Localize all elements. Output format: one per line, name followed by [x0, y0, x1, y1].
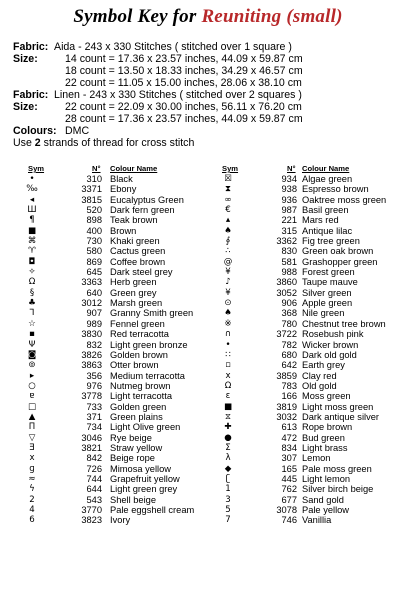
stitch-symbol-icon: ▽ [28, 432, 36, 443]
stitch-symbol-icon: ⅂ [29, 308, 35, 319]
fabric-linen-row [13, 89, 413, 101]
dmc-number: 3046 [81, 432, 102, 443]
colour-name: Oaktree moss green [302, 194, 387, 205]
colour-name: Rope brown [302, 422, 353, 433]
dmc-number: 307 [281, 453, 297, 464]
stitch-symbol-icon: Ω [224, 380, 232, 391]
stitch-symbol-icon: ◘ [28, 256, 36, 267]
colour-name: Fennel green [110, 318, 165, 329]
size-linen-row-2 [13, 113, 413, 125]
colour-name: Khaki green [110, 236, 160, 247]
colour-name: Brown [110, 225, 137, 236]
dmc-number: 976 [86, 380, 102, 391]
stitch-symbol-icon: 5 [225, 505, 231, 515]
stitch-symbol-icon: ⌘ [27, 236, 37, 247]
dmc-number: 368 [281, 308, 297, 319]
colour-name: Golden green [110, 401, 167, 412]
colour-name: Light moss green [302, 401, 374, 412]
stitch-symbol-icon: ¥ [225, 287, 231, 298]
stitch-symbol-icon: ✚ [224, 422, 232, 433]
colour-name: Antique lilac [302, 225, 353, 236]
fabric-label: Fabric: [13, 41, 49, 53]
dmc-number: 3362 [276, 236, 297, 247]
colour-name: Granny Smith green [110, 308, 194, 319]
colour-name: Old gold [302, 380, 337, 391]
pattern-specs [13, 41, 413, 149]
dmc-number: 730 [86, 236, 102, 247]
stitch-symbol-icon: ε [225, 391, 231, 402]
dmc-number: 3821 [81, 442, 102, 453]
colour-name: Wicker brown [302, 339, 359, 350]
colour-name: Rye beige [110, 432, 152, 443]
stitch-symbol-icon: ⧗ [224, 184, 232, 195]
fabric-aida-value: Aida - 243 x 330 Stitches ( stitched over 1 square ) [54, 41, 292, 53]
stitch-symbol-icon: ♈ [28, 246, 36, 257]
dmc-number: 733 [86, 401, 102, 412]
dmc-number: 869 [86, 256, 102, 267]
dmc-number: 445 [281, 473, 297, 484]
right-header-sym: Sym [222, 164, 239, 173]
dmc-number: 472 [281, 432, 297, 443]
dmc-number: 3815 [81, 194, 102, 205]
dmc-number: 580 [86, 246, 102, 257]
size-aida-row-2 [13, 65, 413, 77]
dmc-number: 989 [86, 318, 102, 329]
left-header-name: Colour Name [110, 164, 158, 173]
title-main: Symbol Key for [73, 6, 197, 27]
colour-name: Nile green [302, 308, 345, 319]
stitch-symbol-icon: Ω [28, 277, 36, 288]
colour-name: Algae green [302, 174, 353, 184]
stitch-symbol-icon: ✧ [28, 267, 36, 278]
dmc-number: 3052 [276, 287, 297, 298]
colour-name: Medium terracotta [110, 370, 185, 381]
dmc-number: 780 [281, 318, 297, 329]
size-label: Size: [13, 101, 38, 113]
dmc-number: 842 [86, 453, 102, 464]
left-header-num: N° [92, 164, 101, 173]
dmc-number: 3032 [276, 411, 297, 422]
dmc-number: 834 [281, 442, 297, 453]
colour-name: Light green bronze [110, 339, 188, 350]
colour-name: Herb green [110, 277, 157, 288]
colour-name: Clay red [302, 370, 337, 381]
colour-name: Fig tree green [302, 236, 360, 247]
stitch-symbol-icon: 3 [225, 494, 231, 505]
dmc-number: 310 [86, 174, 102, 184]
size-linen-22: 22 count = 22.09 x 30.00 inches, 56.11 x 76.20 cm [65, 101, 302, 113]
fabric-label: Fabric: [13, 89, 49, 101]
title-pattern-name: Reuniting (small) [201, 6, 343, 27]
dmc-number: 782 [281, 339, 297, 350]
stitch-symbol-icon: x [225, 370, 231, 381]
dmc-number: 832 [86, 339, 102, 350]
thread-note-before: Use [13, 137, 35, 149]
colour-name: Bud green [302, 432, 345, 443]
size-aida-18: 18 count = 13.50 x 18.33 inches, 34.29 x 46.57 cm [65, 65, 303, 77]
dmc-number: 613 [281, 422, 297, 433]
right-header-num: N° [287, 164, 296, 173]
stitch-symbol-icon: ∴ [225, 246, 231, 257]
colour-name: Mars red [302, 215, 339, 226]
colour-name: Golden brown [110, 349, 168, 360]
dmc-number: 726 [86, 463, 102, 474]
dmc-number: 543 [86, 494, 102, 505]
colour-name: Rosebush pink [302, 329, 364, 340]
stitch-symbol-icon: ∮ [225, 236, 231, 247]
colour-name: Cactus green [110, 246, 166, 257]
colour-name: Teak brown [110, 215, 158, 226]
stitch-symbol-icon: 2 [29, 494, 35, 505]
dmc-number: 3770 [81, 505, 102, 515]
colour-name: Green oak brown [302, 246, 374, 257]
size-linen-row-1 [13, 101, 413, 113]
colour-name: Beige rope [110, 453, 155, 464]
stitch-symbol-icon: 1 [225, 484, 231, 495]
colour-name: Basil green [302, 205, 349, 216]
stitch-symbol-icon: λ [225, 453, 231, 464]
colour-name: Marsh green [110, 298, 163, 309]
stitch-symbol-icon: ¥ [225, 267, 231, 278]
left-header-sym: Sym [28, 164, 45, 173]
colour-name: Grapefruit yellow [110, 473, 180, 484]
stitch-symbol-icon: ※ [224, 318, 232, 329]
colour-name: Coffee brown [110, 256, 166, 267]
stitch-symbol-icon: ◆ [224, 463, 232, 474]
stitch-symbol-icon: § [29, 287, 35, 298]
dmc-number: 906 [281, 298, 297, 309]
dmc-number: 830 [281, 246, 297, 257]
stitch-symbol-icon: ▪ [29, 329, 35, 340]
stitch-symbol-icon: 6 [29, 515, 35, 526]
stitch-symbol-icon: ♠ [224, 308, 232, 319]
dmc-number: 746 [281, 515, 297, 526]
colour-name: Dark old gold [302, 349, 357, 360]
right-header-name: Colour Name [302, 164, 350, 173]
stitch-symbol-icon: ∩ [224, 329, 232, 340]
stitch-symbol-icon: ○ [28, 380, 36, 391]
colour-name: Pale yellow [302, 505, 350, 515]
size-aida-row-3 [13, 77, 413, 89]
colour-name: Eucalyptus Green [110, 194, 184, 205]
stitch-symbol-icon: ☆ [28, 318, 36, 329]
dmc-number: 520 [86, 205, 102, 216]
dmc-number: 898 [86, 215, 102, 226]
stitch-symbol-icon: ʗ [225, 473, 231, 484]
size-aida-row-1 [13, 53, 413, 65]
colour-name: Light terracotta [110, 391, 173, 402]
colour-name: Red terracotta [110, 329, 169, 340]
stitch-symbol-icon: @ [223, 256, 233, 267]
colour-name: Moss green [302, 391, 351, 402]
colours-value: DMC [65, 125, 90, 137]
dmc-number: 938 [281, 184, 297, 195]
colour-name: Ebony [110, 184, 137, 195]
stitch-symbol-icon: • [225, 339, 231, 350]
dmc-number: 581 [281, 256, 297, 267]
stitch-symbol-icon: ϟ [29, 484, 35, 495]
stitch-symbol-icon: Π [28, 422, 36, 433]
stitch-symbol-icon: ◂ [29, 194, 35, 205]
dmc-number: 221 [281, 215, 297, 226]
dmc-number: 988 [281, 267, 297, 278]
fabric-aida-row [13, 41, 413, 53]
colour-name: Light Olive green [110, 422, 181, 433]
stitch-symbol-icon: ▫ [225, 360, 231, 371]
colour-name: Mimosa yellow [110, 463, 171, 474]
dmc-number: 165 [281, 463, 297, 474]
stitch-symbol-icon: Ш [27, 205, 37, 216]
colour-name: Forest green [302, 267, 355, 278]
colour-name: Black [110, 174, 133, 184]
dmc-number: 3722 [276, 329, 297, 340]
colour-name: Nutmeg brown [110, 380, 171, 391]
dmc-number: 907 [86, 308, 102, 319]
stitch-symbol-icon: Ψ [28, 339, 36, 350]
dmc-number: 934 [281, 174, 297, 184]
dmc-number: 3363 [81, 277, 102, 288]
colour-name: Silver birch beige [302, 484, 374, 495]
stitch-symbol-icon: ‰ [26, 184, 38, 195]
dmc-number: 645 [86, 267, 102, 278]
size-aida-22: 22 count = 11.05 x 15.00 inches, 28.06 x 38.10 cm [65, 77, 302, 89]
stitch-symbol-icon: ■ [27, 225, 37, 236]
dmc-number: 744 [86, 473, 102, 484]
dmc-number: 3826 [81, 349, 102, 360]
dmc-number: 315 [281, 225, 297, 236]
colour-name: Pale moss green [302, 463, 372, 474]
colour-name: Apple green [302, 298, 353, 309]
stitch-symbol-icon: ♠ [224, 225, 232, 236]
colour-name: Lemon [302, 453, 331, 464]
stitch-symbol-icon: ∷ [225, 349, 231, 360]
colour-name: Light brass [302, 442, 348, 453]
stitch-symbol-icon: • [29, 174, 35, 184]
dmc-number: 936 [281, 194, 297, 205]
colour-name: Chestnut tree brown [302, 318, 386, 329]
dmc-number: 762 [281, 484, 297, 495]
stitch-symbol-icon: Σ [225, 442, 231, 453]
dmc-number: 640 [86, 287, 102, 298]
colour-name: Dark antique silver [302, 411, 379, 422]
colour-name: Straw yellow [110, 442, 163, 453]
colour-name: Vanillia [302, 515, 332, 526]
thread-note [13, 137, 413, 149]
stitch-symbol-icon: ▲ [28, 411, 36, 422]
colour-name: Green grey [110, 287, 157, 298]
stitch-symbol-icon: 7 [225, 515, 231, 526]
colour-name: Green plains [110, 411, 163, 422]
stitch-symbol-icon: 4 [29, 505, 35, 515]
stitch-symbol-icon: ● [224, 432, 232, 443]
thread-strand-count: 2 [34, 137, 41, 149]
stitch-symbol-icon: x [29, 453, 35, 464]
colour-name: Grashopper green [302, 256, 378, 267]
dmc-number: 3371 [81, 184, 102, 195]
colour-name: Otter brown [110, 360, 159, 371]
dmc-number: 3012 [81, 298, 102, 309]
colour-name: Earth grey [302, 360, 345, 371]
dmc-number: 3860 [276, 277, 297, 288]
dmc-number: 3778 [81, 391, 102, 402]
stitch-symbol-icon: ▸ [29, 370, 35, 381]
colour-name: Silver green [302, 287, 352, 298]
colour-name: Light lemon [302, 473, 351, 484]
stitch-symbol-icon: Ǝ [29, 442, 35, 453]
stitch-symbol-icon: ◙ [27, 349, 37, 360]
colour-name: Espresso brown [302, 184, 369, 195]
colour-name: Light green grey [110, 484, 178, 495]
stitch-symbol-icon: □ [27, 401, 37, 412]
stitch-symbol-icon: ≈ [28, 473, 36, 484]
dmc-number: 3863 [81, 360, 102, 371]
colour-name: Dark steel grey [110, 267, 173, 278]
colour-name: Shell beige [110, 494, 157, 505]
stitch-symbol-icon: ¶ [29, 215, 35, 226]
stitch-symbol-icon: ɡ [29, 463, 35, 474]
stitch-symbol-icon: ☒ [224, 174, 232, 184]
dmc-number: 642 [281, 360, 297, 371]
size-linen-28: 28 count = 17.36 x 23.57 inches, 44.09 x 59.87 cm [65, 113, 303, 125]
size-aida-14: 14 count = 17.36 x 23.57 inches, 44.09 x 59.87 cm [65, 53, 303, 65]
colour-name: Taupe mauve [302, 277, 358, 288]
dmc-number: 644 [86, 484, 102, 495]
dmc-number: 783 [281, 380, 297, 391]
dmc-number: 3859 [276, 370, 297, 381]
stitch-symbol-icon: ■ [223, 401, 233, 412]
dmc-number: 987 [281, 205, 297, 216]
dmc-number: 3830 [81, 329, 102, 340]
size-label: Size: [13, 53, 38, 65]
stitch-symbol-icon: ⧖ [224, 411, 232, 422]
colour-name: Pale eggshell cream [110, 505, 195, 515]
dmc-number: 3819 [276, 401, 297, 412]
dmc-number: 734 [86, 422, 102, 433]
colour-name: Ivory [110, 515, 131, 526]
stitch-symbol-icon: ♣ [28, 298, 36, 309]
colours-row [13, 125, 413, 137]
stitch-symbol-icon: € [225, 205, 231, 216]
dmc-number: 680 [281, 349, 297, 360]
dmc-number: 400 [86, 225, 102, 236]
dmc-number: 3823 [81, 515, 102, 526]
colour-name: Sand gold [302, 494, 344, 505]
thread-note-after: strands of thread for cross stitch [40, 137, 195, 149]
stitch-symbol-icon: ▴ [225, 215, 231, 226]
page-title [0, 6, 416, 28]
fabric-linen-value: Linen - 243 x 330 Stitches ( stitched over 2 squares ) [54, 89, 302, 101]
stitch-symbol-icon: ∞ [224, 194, 232, 205]
stitch-symbol-icon: ⊙ [224, 298, 232, 309]
dmc-number: 371 [86, 411, 102, 422]
stitch-symbol-icon: ⊚ [28, 360, 36, 371]
dmc-number: 3078 [276, 505, 297, 515]
dmc-number: 356 [86, 370, 102, 381]
dmc-number: 166 [281, 391, 297, 402]
colour-name: Dark fern green [110, 205, 175, 216]
dmc-number: 677 [281, 494, 297, 505]
stitch-symbol-icon: ♪ [225, 277, 231, 288]
stitch-symbol-icon: ɐ [29, 391, 35, 402]
colours-label: Colours: [13, 125, 57, 137]
